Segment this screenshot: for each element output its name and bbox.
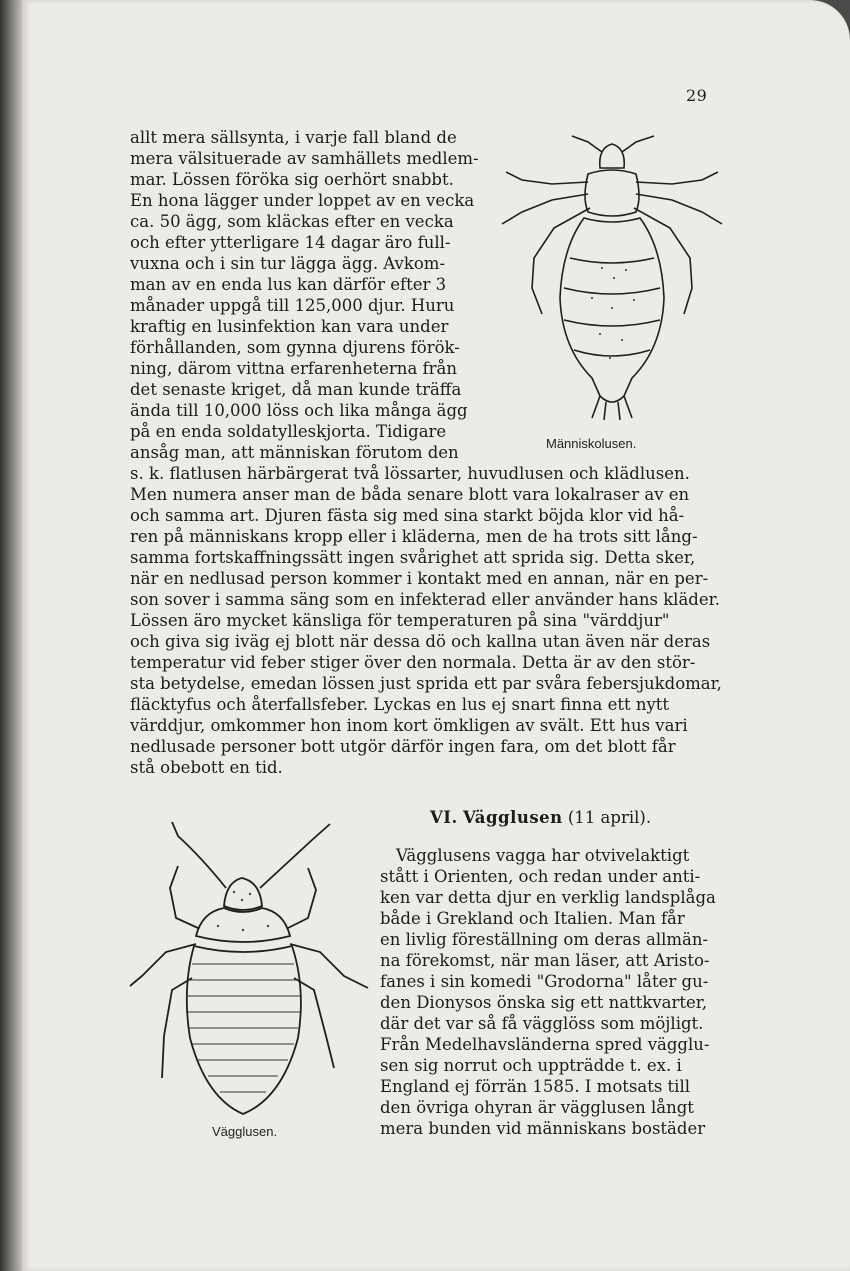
text-line: nedlusade personer bott utgör därför ingen fara, om det blott får — [130, 737, 676, 756]
text-line: sta betydelse, emedan lössen just sprida ett par svåra febersjukdomar, — [130, 674, 722, 693]
text-line: ca. 50 ägg, som kläckas efter en vecka — [130, 212, 454, 231]
text-line: månader uppgå till 125,000 djur. Huru — [130, 296, 455, 315]
page-number: 29 — [686, 86, 708, 105]
text-line: en livlig föreställning om deras allmän- — [380, 930, 709, 949]
text-line: både i Grekland och Italien. Man får — [380, 909, 685, 928]
text-line: Lössen äro mycket känsliga för temperaturen på sina "värddjur" — [130, 611, 670, 630]
bedbug-caption: Vägglusen. — [212, 1124, 278, 1139]
text-line: stått i Orienten, och redan under anti- — [380, 867, 701, 886]
text-line: det senaste kriget, då man kunde träffa — [130, 380, 462, 399]
text-line: förhållanden, som gynna djurens förök- — [130, 338, 460, 357]
text-line: Från Medelhavsländerna spred vägglu- — [380, 1035, 710, 1054]
human-louse-illustration — [492, 128, 732, 438]
text-line: fanes i sin komedi "Grodorna" låter gu- — [380, 972, 709, 991]
bed-bug-illustration — [122, 818, 372, 1118]
text-line: Vägglusens vagga har otvivelaktigt — [396, 846, 690, 865]
text-line: ända till 10,000 löss och lika många ägg — [130, 401, 468, 420]
text-line: när en nedlusad person kommer i kontakt med en annan, när en per- — [130, 569, 709, 588]
section-date: (11 april). — [567, 808, 652, 827]
text-line: värddjur, omkommer hon inom kort ömkligen av svält. Ett hus vari — [130, 716, 688, 735]
text-line: kraftig en lusinfektion kan vara under — [130, 317, 449, 336]
text-line: man av en enda lus kan därför efter 3 — [130, 275, 447, 294]
text-line: mera bunden vid människans bostäder — [380, 1119, 706, 1138]
text-line: på en enda soldatylleskjorta. Tidigare — [130, 422, 447, 441]
text-line: ren på människans kropp eller i kläderna, men de ha trots sitt lång- — [130, 527, 698, 546]
text-line: samma fortskaffningssätt ingen svårighet att sprida sig. Detta sker, — [130, 548, 696, 567]
section-heading — [430, 808, 651, 827]
text-line: och efter ytterligare 14 dagar äro full- — [130, 233, 451, 252]
text-line: mera välsituerade av samhällets medlem- — [130, 149, 479, 168]
text-line: vuxna och i sin tur lägga ägg. Avkom- — [130, 254, 446, 273]
text-line: temperatur vid feber stiger över den normala. Detta är av den stör- — [130, 653, 696, 672]
text-line: England ej förrän 1585. I motsats till — [380, 1077, 690, 1096]
louse-caption: Människolusen. — [546, 436, 637, 451]
text-line: stå obebott en tid. — [130, 758, 283, 777]
text-line: den Dionysos önska sig ett nattkvarter, — [380, 993, 708, 1012]
text-line: ken var detta djur en verklig landsplåga — [380, 888, 716, 907]
text-line: den övriga ohyran är vägglusen långt — [380, 1098, 694, 1117]
text-line: och samma art. Djuren fästa sig med sina starkt böjda klor vid hå- — [130, 506, 685, 525]
text-line: mar. Lössen föröka sig oerhört snabbt. — [130, 170, 454, 189]
section-title: Vägglusen — [463, 808, 563, 827]
text-line: s. k. flatlusen härbärgerat två lössarter, huvudlusen och klädlusen. — [130, 464, 690, 483]
text-line: En hona lägger under loppet av en vecka — [130, 191, 475, 210]
text-line: Men numera anser man de båda senare blott vara lokalraser av en — [130, 485, 690, 504]
text-line: där det var så få vägglöss som möjligt. — [380, 1014, 704, 1033]
text-line: son sover i samma säng som en infekterad eller använder hans kläder. — [130, 590, 720, 609]
text-line: na förekomst, när man läser, att Aristo- — [380, 951, 710, 970]
section-number: VI. — [430, 808, 458, 827]
text-line: ning, därom vittna erfarenheterna från — [130, 359, 457, 378]
text-line: sen sig norrut och uppträdde t. ex. i — [380, 1056, 682, 1075]
text-line: fläcktyfus och återfallsfeber. Lyckas en lus ej snart finna ett nytt — [130, 695, 670, 714]
text-line: och giva sig iväg ej blott när dessa dö och kallna utan även när deras — [130, 632, 711, 651]
text-line: ansåg man, att människan förutom den — [130, 443, 459, 462]
text-line: allt mera sällsynta, i varje fall bland de — [130, 128, 457, 147]
